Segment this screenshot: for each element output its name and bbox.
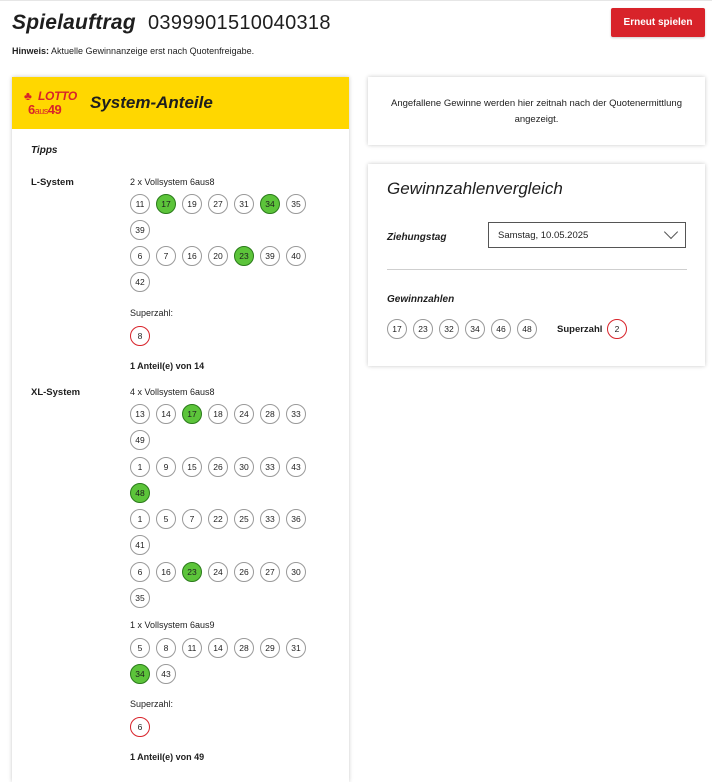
number-ball: 11 — [130, 194, 150, 214]
xl-superzahl-ball: 6 — [130, 717, 150, 737]
number-ball: 6 — [130, 562, 150, 582]
xl-system-shares: 1 Anteil(e) von 49 — [130, 752, 205, 762]
number-ball: 27 — [260, 562, 280, 582]
section-title: System-Anteile — [90, 93, 213, 112]
xl-system-type-b: 1 x Vollsystem 6aus9 — [130, 620, 215, 630]
winning-number-ball: 32 — [439, 319, 459, 339]
winning-number-ball: 46 — [491, 319, 511, 339]
page-title: Spielauftrag — [12, 11, 136, 34]
clover-icon: ♣ — [24, 89, 32, 103]
number-ball: 43 — [156, 664, 176, 684]
number-ball: 26 — [234, 562, 254, 582]
number-ball: 35 — [130, 588, 150, 608]
number-ball: 17 — [156, 194, 176, 214]
number-ball: 16 — [182, 246, 202, 266]
l-system-type: 2 x Vollsystem 6aus8 — [130, 177, 215, 187]
number-ball: 35 — [286, 194, 306, 214]
winning-number-ball: 23 — [413, 319, 433, 339]
number-ball: 23 — [182, 562, 202, 582]
number-ball: 28 — [260, 404, 280, 424]
number-ball: 30 — [286, 562, 306, 582]
number-ball: 17 — [182, 404, 202, 424]
number-ball: 26 — [208, 457, 228, 477]
number-ball: 19 — [182, 194, 202, 214]
number-ball: 20 — [208, 246, 228, 266]
number-ball: 29 — [260, 638, 280, 658]
number-ball: 41 — [130, 535, 150, 555]
tipps-label: Tipps — [31, 145, 58, 156]
lotto-header — [12, 77, 349, 129]
number-ball: 5 — [156, 509, 176, 529]
number-ball: 31 — [286, 638, 306, 658]
number-ball: 1 — [130, 457, 150, 477]
comparison-title: Gewinnzahlenvergleich — [387, 179, 563, 198]
hint-label: Hinweis: — [12, 46, 50, 56]
l-system-shares: 1 Anteil(e) von 14 — [130, 361, 205, 371]
number-ball: 39 — [130, 220, 150, 240]
number-ball: 22 — [208, 509, 228, 529]
comparison-divider — [387, 269, 687, 270]
number-ball: 33 — [260, 457, 280, 477]
number-ball: 49 — [130, 430, 150, 450]
number-ball: 8 — [156, 638, 176, 658]
number-ball: 11 — [182, 638, 202, 658]
number-ball: 24 — [208, 562, 228, 582]
number-ball: 5 — [130, 638, 150, 658]
l-system-label: L-System — [31, 177, 74, 188]
top-divider — [0, 0, 712, 1]
winning-numbers-label: Gewinnzahlen — [387, 294, 455, 305]
xl-superzahl-label: Superzahl: — [130, 699, 174, 709]
number-ball: 42 — [130, 272, 150, 292]
comparison-superzahl-label: Superzahl — [557, 324, 603, 335]
draw-day-label: Ziehungstag — [387, 232, 447, 243]
number-ball: 24 — [234, 404, 254, 424]
number-ball: 36 — [286, 509, 306, 529]
l-superzahl-ball: 8 — [130, 326, 150, 346]
logo-6aus49 — [28, 102, 61, 117]
l-superzahl-label: Superzahl: — [130, 308, 174, 318]
hint-message: Aktuelle Gewinnanzeige erst nach Quotenfreigabe. — [51, 46, 255, 56]
logo-aus: aus — [34, 106, 48, 116]
number-ball: 39 — [260, 246, 280, 266]
number-ball: 34 — [130, 664, 150, 684]
number-ball: 30 — [234, 457, 254, 477]
number-ball: 7 — [182, 509, 202, 529]
xl-system-type-a: 4 x Vollsystem 6aus8 — [130, 387, 215, 397]
replay-button[interactable]: Erneut spielen — [611, 8, 705, 37]
winnings-info-card — [368, 77, 705, 145]
logo-six: 6 — [28, 102, 35, 117]
number-ball: 33 — [260, 509, 280, 529]
number-ball: 18 — [208, 404, 228, 424]
draw-day-value: Samstag, 10.05.2025 — [498, 229, 589, 241]
number-ball: 6 — [130, 246, 150, 266]
comparison-card — [368, 164, 705, 366]
xl-system-label: XL-System — [31, 387, 81, 398]
number-ball: 27 — [208, 194, 228, 214]
number-ball: 13 — [130, 404, 150, 424]
number-ball: 48 — [130, 483, 150, 503]
logo-lotto-text: LOTTO — [38, 89, 77, 103]
number-ball: 14 — [156, 404, 176, 424]
number-ball: 15 — [182, 457, 202, 477]
number-ball: 16 — [156, 562, 176, 582]
number-ball: 25 — [234, 509, 254, 529]
lotto-logo — [24, 89, 78, 119]
number-ball: 34 — [260, 194, 280, 214]
number-ball: 7 — [156, 246, 176, 266]
hint-text — [12, 46, 254, 56]
winnings-info-text: Angefallene Gewinne werden hier zeitnah nach der Quotenermittlung angezeigt. — [391, 98, 682, 125]
winning-number-ball: 34 — [465, 319, 485, 339]
number-ball: 14 — [208, 638, 228, 658]
number-ball: 43 — [286, 457, 306, 477]
number-ball: 28 — [234, 638, 254, 658]
logo-fortynine: 49 — [47, 102, 62, 117]
number-ball: 40 — [286, 246, 306, 266]
order-number: 0399901510040318 — [148, 12, 331, 34]
number-ball: 31 — [234, 194, 254, 214]
number-ball: 23 — [234, 246, 254, 266]
chevron-down-icon — [664, 225, 678, 239]
number-ball: 33 — [286, 404, 306, 424]
winning-number-ball: 17 — [387, 319, 407, 339]
number-ball: 1 — [130, 509, 150, 529]
draw-day-select[interactable] — [488, 222, 686, 248]
winning-number-ball: 48 — [517, 319, 537, 339]
comparison-superzahl-ball: 2 — [607, 319, 627, 339]
system-ticket-card — [12, 77, 349, 782]
number-ball: 9 — [156, 457, 176, 477]
